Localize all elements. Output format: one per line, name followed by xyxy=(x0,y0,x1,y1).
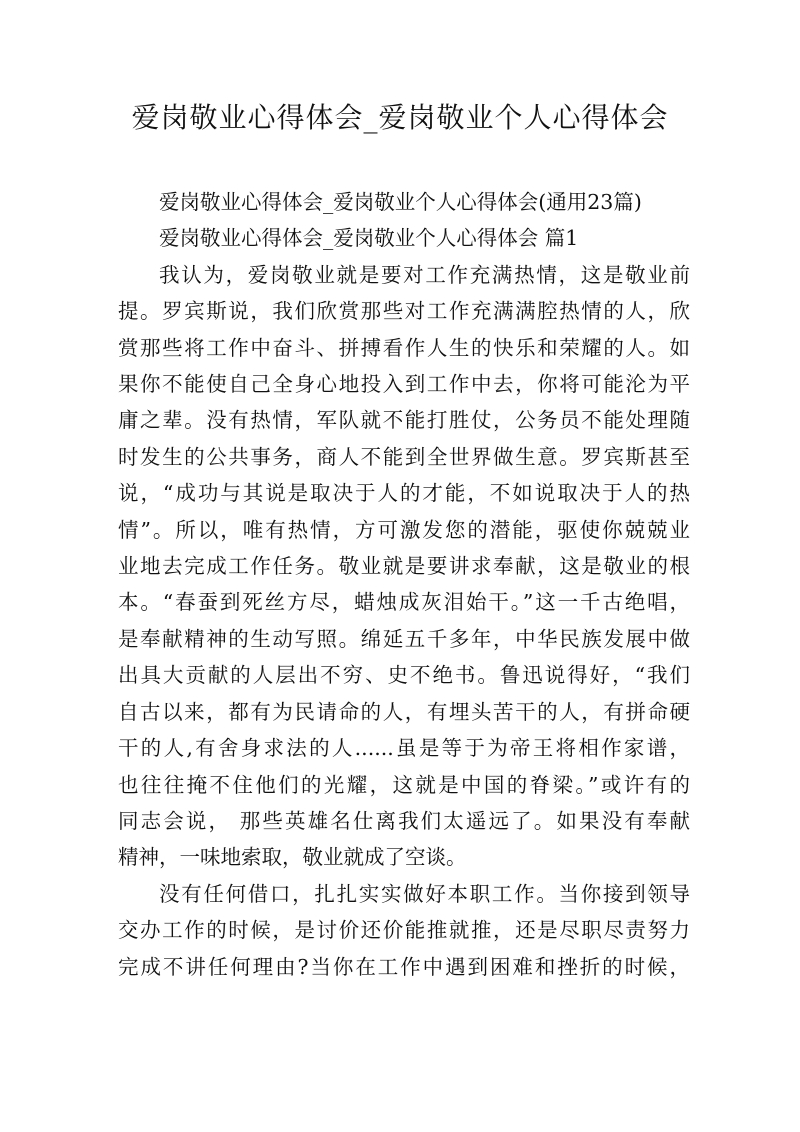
paragraph-line: 出具大贡献的人层出不穷、史不绝书。鲁迅说得好，“我们 xyxy=(118,663,690,688)
paragraph-line: 完成不讲任何理由?当你在工作中遇到困难和挫折的时候， xyxy=(118,954,690,979)
paragraph-line: 业地去完成工作任务。敬业就是要讲求奉献，这是敬业的根 xyxy=(118,554,690,579)
paragraph-line: 精神，一味地索取，敬业就成了空谈。 xyxy=(118,845,467,870)
paragraph-line: 赏那些将工作中奋斗、拼搏看作人生的快乐和荣耀的人。如 xyxy=(118,335,690,360)
document-body xyxy=(118,184,690,985)
paragraph-line: 是奉献精神的生动写照。绵延五千多年，中华民族发展中做 xyxy=(118,626,690,651)
paragraph-line: 提。罗宾斯说，我们欣赏那些对工作充满满腔热情的人，欣 xyxy=(118,299,690,324)
paragraph-line: 情”。所以，唯有热情，方可激发您的潜能，驱使你兢兢业 xyxy=(118,517,690,542)
paragraph-line: 自古以来，都有为民请命的人，有埋头苦干的人，有拼命硬 xyxy=(118,699,690,724)
paragraph-line: 交办工作的时候，是讨价还价能推就推，还是尽职尽责努力 xyxy=(118,918,690,943)
paragraph-line: 干的人,有舍身求法的人......虽是等于为帝王将相作家谱， xyxy=(118,736,690,761)
section-heading: 爱岗敬业心得体会_爱岗敬业个人心得体会 篇1 xyxy=(159,226,579,251)
paragraph-line: 也往往掩不住他们的光耀，这就是中国的脊梁。”或许有的 xyxy=(118,772,690,797)
paragraph-line: 我认为，爱岗敬业就是要对工作充满热情，这是敬业前 xyxy=(159,262,690,287)
paragraph-line: 时发生的公共事务，商人不能到全世界做生意。罗宾斯甚至 xyxy=(118,444,690,469)
paragraph-line: 没有任何借口，扎扎实实做好本职工作。当你接到领导 xyxy=(159,881,690,906)
paragraph-line: 同志会说， 那些英雄名仕离我们太遥远了。如果没有奉献 xyxy=(118,808,690,833)
document-title: 爱岗敬业心得体会_爱岗敬业个人心得体会 xyxy=(131,101,669,134)
paragraph-line: 说，“成功与其说是取决于人的才能，不如说取决于人的热 xyxy=(118,481,690,506)
paragraph-2 xyxy=(118,876,690,985)
document-subtitle: 爱岗敬业心得体会_爱岗敬业个人心得体会(通用23篇) xyxy=(159,190,642,214)
paragraph-line: 本。“春蚕到死丝方尽，蜡烛成灰泪始干。”这一千古绝唱， xyxy=(118,590,690,615)
paragraph-line: 庸之辈。没有热情，军队就不能打胜仗，公务员不能处理随 xyxy=(118,408,690,433)
paragraph-1 xyxy=(118,257,690,876)
paragraph-line: 果你不能使自己全身心地投入到工作中去，你将可能沦为平 xyxy=(118,372,690,397)
